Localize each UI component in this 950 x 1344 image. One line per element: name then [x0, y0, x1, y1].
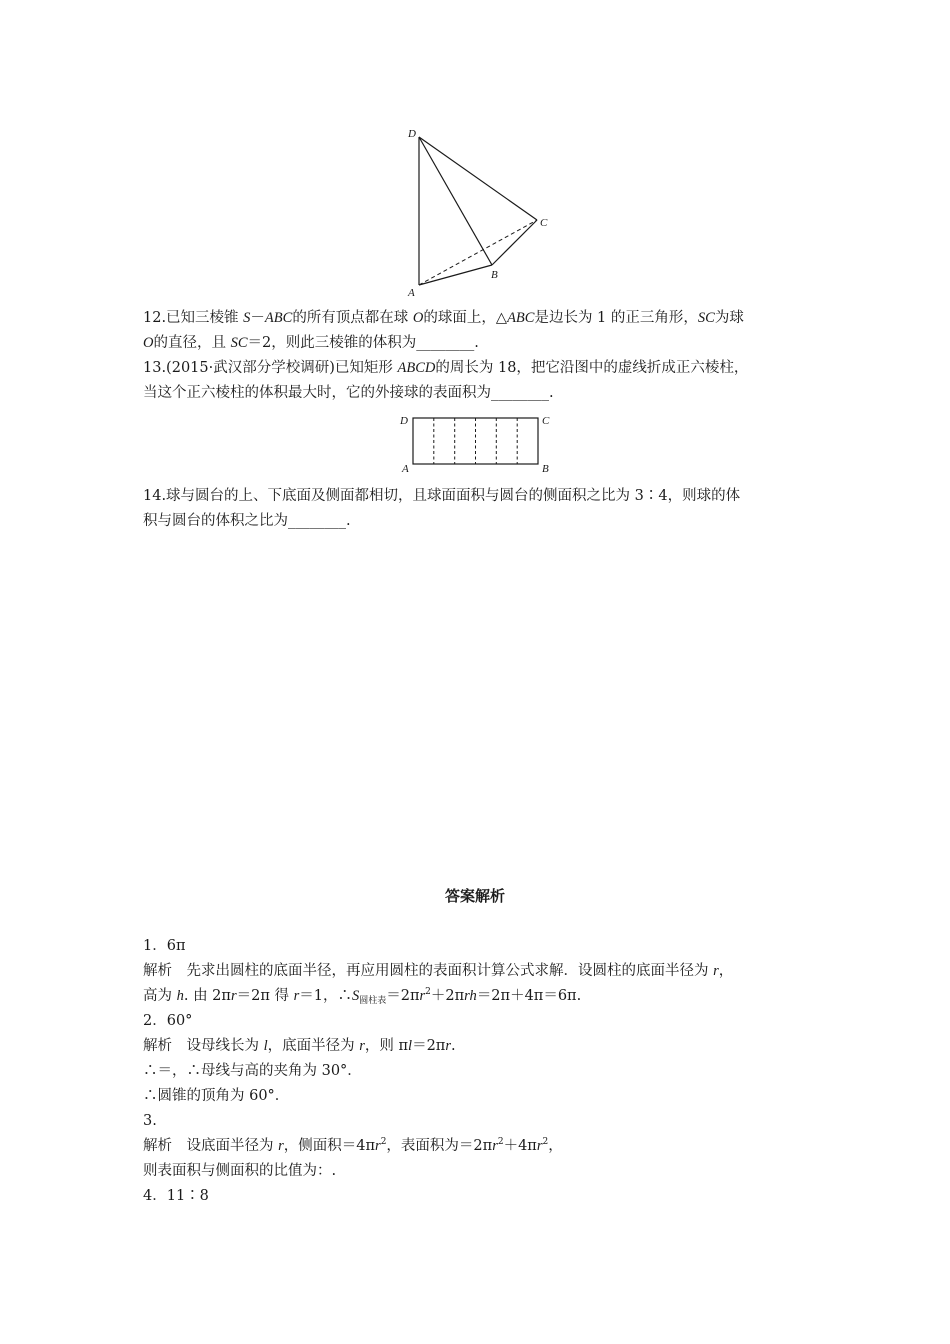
answer-2-line-1: 解析 设母线长为 l，底面半径为 r，则 πl＝2πr.: [143, 1038, 456, 1054]
rect-label-C: C: [542, 415, 550, 427]
answer-3-line-2: 则表面积与侧面积的比值为：.: [143, 1163, 337, 1179]
answer-4-number: 4．11∶8: [143, 1188, 209, 1204]
q13-line-1: 13.(2015·武汉部分学校调研)已知矩形 ABCD的周长为 18，把它沿图中的虚线折成正六棱柱，: [143, 360, 749, 376]
answer-2-number: 2．60°: [143, 1013, 193, 1029]
rectangle-figure: [396, 410, 561, 474]
q14-line-2: 积与圆台的体积之比为________.: [143, 513, 351, 529]
answer-1-line-1: 解析 先求出圆柱的底面半径，再应用圆柱的表面积计算公式求解．设圆柱的底面半径为 r，: [143, 963, 734, 979]
vertex-label-B: B: [491, 269, 498, 281]
rect-label-B: B: [542, 463, 549, 474]
answer-2-line-3: ∴圆锥的顶角为 60°．: [143, 1088, 290, 1104]
vertex-label-D: D: [408, 128, 416, 140]
pyramid-figure: [400, 122, 560, 302]
rect-label-D: D: [400, 415, 408, 427]
q12-line-2: O的直径，且 SC＝2，则此三棱锥的体积为________.: [143, 335, 479, 351]
answer-3-line-1: 解析 设底面半径为 r，侧面积$=4\pi r^2$，表面积为$=2\pi r^2+4\pi r^2$，: [143, 1137, 563, 1154]
q12-line-1: 12.已知三棱锥 S－ABC的所有顶点都在球 O的球面上，△ABC是边长为 1 的正三角形，SC为球: [143, 310, 744, 326]
rect-label-A: A: [402, 463, 409, 474]
answer-2-line-2: ∴＝，∴母线与高的夹角为 30°．: [143, 1063, 362, 1079]
answer-1-line-2: 高为 h. 由 2πr＝2π 得 r＝1，$\therefore S_{圆柱表}=2\pi r^2+2\pi rh=2\pi+4\pi=6\pi$.: [143, 987, 582, 1006]
answer-3-number: 3.: [143, 1113, 157, 1129]
q13-line-2: 当这个正六棱柱的体积最大时，它的外接球的表面积为________.: [143, 385, 554, 401]
answer-1-number: 1．6π: [143, 938, 186, 954]
vertex-label-A: A: [408, 287, 415, 299]
answers-heading: 答案解析: [444, 887, 505, 905]
vertex-label-C: C: [540, 217, 548, 229]
q14-line-1: 14.球与圆台的上、下底面及侧面都相切，且球面面积与圆台的侧面积之比为 3∶4，则球的体: [143, 488, 741, 504]
